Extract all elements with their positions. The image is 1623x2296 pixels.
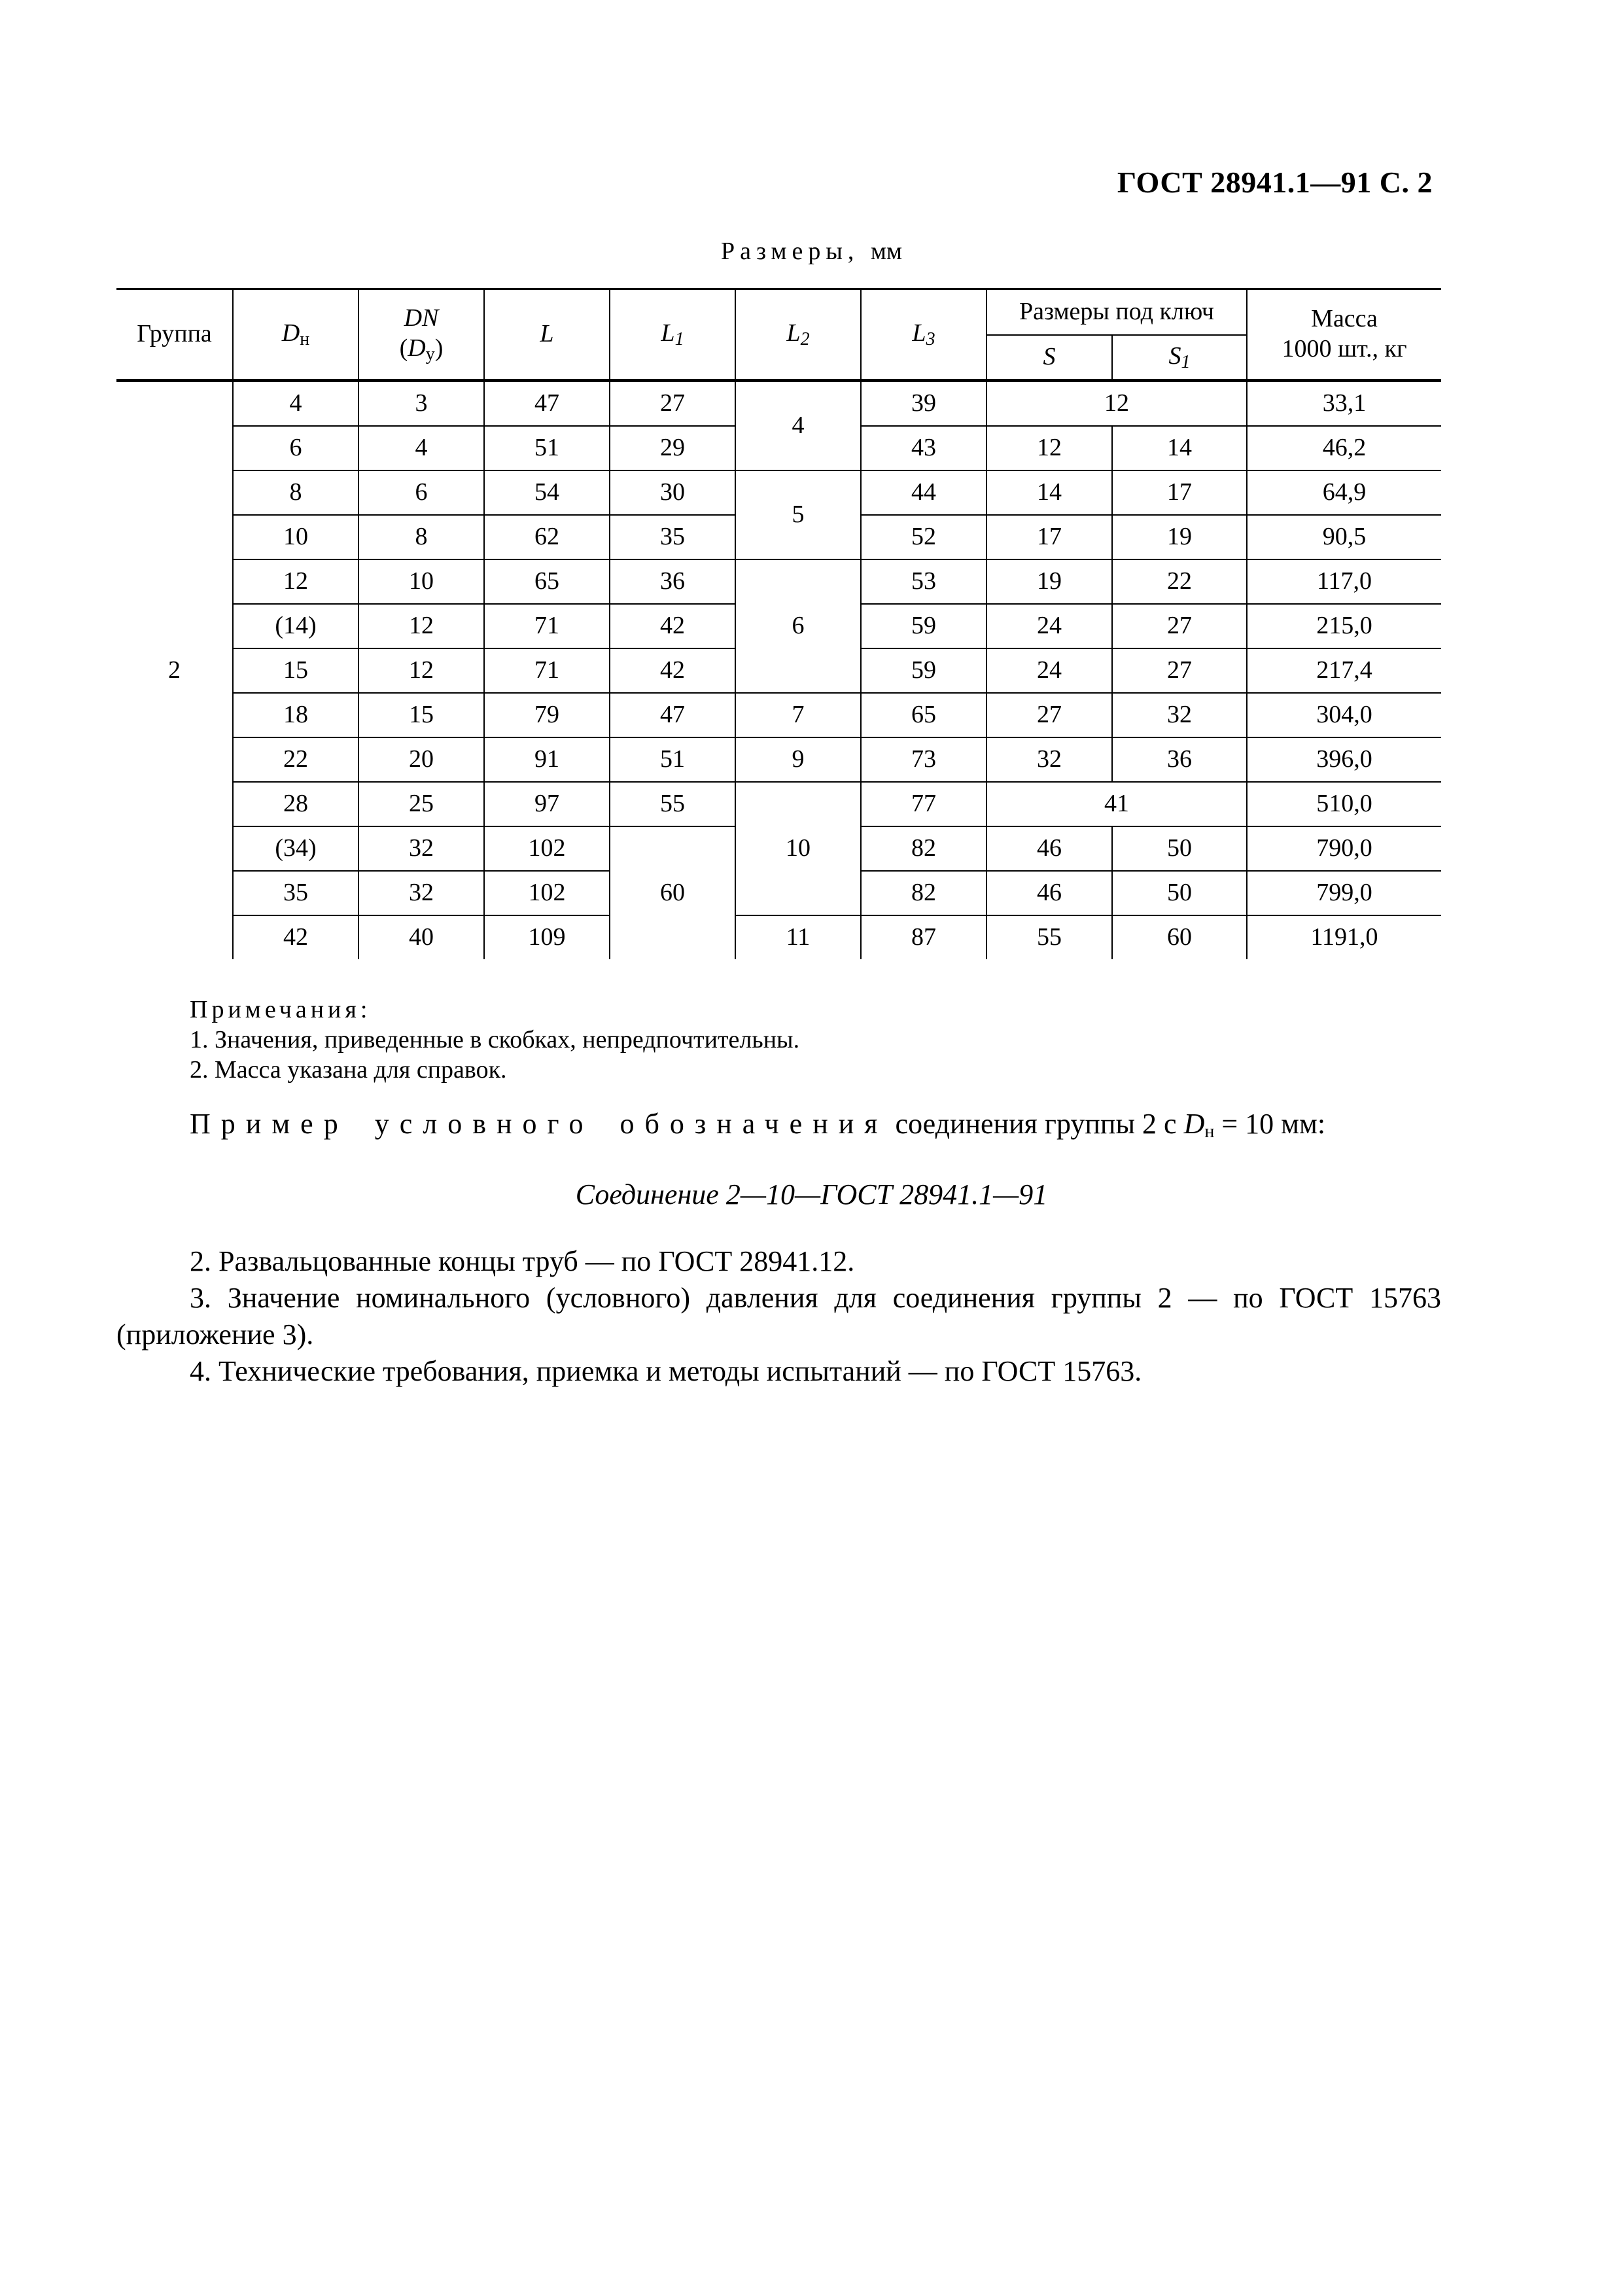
- header-wrench-sizes: Размеры под ключ: [986, 289, 1247, 336]
- cell-group: 2: [116, 381, 233, 960]
- cell-mass: 46,2: [1247, 426, 1441, 470]
- header-l1: L1: [610, 289, 735, 381]
- cell-l3: 53: [861, 559, 986, 604]
- caption-text: Размеры,: [720, 238, 860, 265]
- cell-l: 97: [484, 782, 610, 826]
- cell-mass: 790,0: [1247, 826, 1441, 871]
- cell-dn: 42: [233, 915, 358, 959]
- cell-dy: 8: [358, 515, 484, 559]
- notes-block: [190, 995, 799, 1085]
- designation-example: [190, 1107, 1325, 1142]
- cell-l: 102: [484, 871, 610, 915]
- cell-mass: 215,0: [1247, 604, 1441, 648]
- cell-dy: 15: [358, 693, 484, 737]
- cell-mass: 799,0: [1247, 871, 1441, 915]
- cell-s: 24: [986, 604, 1112, 648]
- header-l2: L2: [735, 289, 861, 381]
- example-symbol: D: [1183, 1108, 1205, 1140]
- cell-dy: 10: [358, 559, 484, 604]
- header-l: L: [484, 289, 610, 381]
- cell-s: 14: [986, 470, 1112, 515]
- cell-s: 41: [986, 782, 1247, 826]
- cell-l1: 35: [610, 515, 735, 559]
- cell-l: 102: [484, 826, 610, 871]
- table-row: [116, 470, 1441, 515]
- table-row: [116, 782, 1441, 826]
- cell-s: 55: [986, 915, 1112, 959]
- header-dn: $D_н$: [233, 289, 358, 381]
- cell-mass: 396,0: [1247, 737, 1441, 782]
- cell-dy: 4: [358, 426, 484, 470]
- cell-l: 71: [484, 648, 610, 693]
- cell-l3: 65: [861, 693, 986, 737]
- notes-title: Примечания:: [190, 996, 372, 1023]
- cell-s1: 50: [1112, 826, 1247, 871]
- cell-l1: 47: [610, 693, 735, 737]
- cell-l3: 44: [861, 470, 986, 515]
- cell-s1: 27: [1112, 604, 1247, 648]
- cell-l1: 30: [610, 470, 735, 515]
- dimensions-table: [116, 288, 1441, 959]
- cell-s1: 17: [1112, 470, 1247, 515]
- cell-dn: 8: [233, 470, 358, 515]
- cell-l: 91: [484, 737, 610, 782]
- cell-dn: 35: [233, 871, 358, 915]
- cell-l: 51: [484, 426, 610, 470]
- cell-dn: 10: [233, 515, 358, 559]
- cell-l1: 27: [610, 381, 735, 427]
- cell-s: 46: [986, 826, 1112, 871]
- cell-l3: 39: [861, 381, 986, 427]
- cell-l2: 7: [735, 693, 861, 737]
- cell-mass: 33,1: [1247, 381, 1441, 427]
- cell-l1: 51: [610, 737, 735, 782]
- cell-dn: 15: [233, 648, 358, 693]
- cell-s1: 50: [1112, 871, 1247, 915]
- example-text: соединения группы 2 с: [895, 1108, 1177, 1140]
- cell-dy: 40: [358, 915, 484, 959]
- cell-dy: 3: [358, 381, 484, 427]
- cell-mass: 304,0: [1247, 693, 1441, 737]
- cell-dn: 18: [233, 693, 358, 737]
- cell-dy: 12: [358, 604, 484, 648]
- cell-mass: 117,0: [1247, 559, 1441, 604]
- cell-s: 19: [986, 559, 1112, 604]
- table-row: [116, 915, 1441, 959]
- header-dy: DN $(D_у)$: [358, 289, 484, 381]
- cell-dn: 12: [233, 559, 358, 604]
- cell-l3: 87: [861, 915, 986, 959]
- cell-l3: 59: [861, 648, 986, 693]
- cell-s1: 60: [1112, 915, 1247, 959]
- cell-dy: 12: [358, 648, 484, 693]
- cell-l: 54: [484, 470, 610, 515]
- cell-dy: 25: [358, 782, 484, 826]
- example-word: условного: [374, 1108, 594, 1140]
- cell-s1: 27: [1112, 648, 1247, 693]
- cell-l: 62: [484, 515, 610, 559]
- cell-mass: 1191,0: [1247, 915, 1441, 959]
- table-row: [116, 381, 1441, 427]
- cell-s: 12: [986, 381, 1247, 427]
- cell-s1: 22: [1112, 559, 1247, 604]
- header-s1: S1: [1112, 335, 1247, 381]
- cell-l: 65: [484, 559, 610, 604]
- cell-dn: 22: [233, 737, 358, 782]
- cell-l2: 11: [735, 915, 861, 959]
- cell-l1: 42: [610, 604, 735, 648]
- cell-l2: 10: [735, 782, 861, 915]
- list-item: 2. Развальцованные концы труб — по ГОСТ 28941.12.: [190, 1245, 855, 1277]
- cell-dy: 20: [358, 737, 484, 782]
- cell-s1: 36: [1112, 737, 1247, 782]
- cell-l1: 55: [610, 782, 735, 826]
- table-row: [116, 693, 1441, 737]
- cell-mass: 90,5: [1247, 515, 1441, 559]
- cell-mass: 510,0: [1247, 782, 1441, 826]
- cell-dn: (34): [233, 826, 358, 871]
- table-row: [116, 559, 1441, 604]
- table-caption: [0, 237, 1623, 266]
- cell-l3: 73: [861, 737, 986, 782]
- cell-l1: 29: [610, 426, 735, 470]
- header-mass: Масса 1000 шт., кг: [1247, 289, 1441, 381]
- cell-s: 17: [986, 515, 1112, 559]
- cell-mass: 217,4: [1247, 648, 1441, 693]
- cell-l: 79: [484, 693, 610, 737]
- cell-s: 12: [986, 426, 1112, 470]
- note-item: 1. Значения, приведенные в скобках, непредпочтительны.: [190, 1026, 800, 1053]
- cell-l2: 5: [735, 470, 861, 559]
- cell-l3: 43: [861, 426, 986, 470]
- cell-l1: 36: [610, 559, 735, 604]
- cell-l2: 4: [735, 381, 861, 471]
- cell-l3: 59: [861, 604, 986, 648]
- example-word: Пример: [190, 1108, 349, 1140]
- cell-l2: 9: [735, 737, 861, 782]
- cell-l: 109: [484, 915, 610, 959]
- designation-text: Соединение 2—10—ГОСТ 28941.1—91: [575, 1178, 1048, 1210]
- cell-dn: 28: [233, 782, 358, 826]
- note-item: 2. Масса указана для справок.: [190, 1056, 507, 1084]
- cell-s: 27: [986, 693, 1112, 737]
- cell-s1: 19: [1112, 515, 1247, 559]
- cell-dy: 32: [358, 826, 484, 871]
- cell-dn: 4: [233, 381, 358, 427]
- header-group: Группа: [116, 289, 233, 381]
- cell-mass: 64,9: [1247, 470, 1441, 515]
- cell-l1: 42: [610, 648, 735, 693]
- example-tail: = 10 мм:: [1221, 1108, 1326, 1140]
- cell-l2: 6: [735, 559, 861, 693]
- cell-s1: 14: [1112, 426, 1247, 470]
- cell-l1: 60: [610, 826, 735, 959]
- cell-l3: 82: [861, 871, 986, 915]
- cell-s: 24: [986, 648, 1112, 693]
- cell-s: 32: [986, 737, 1112, 782]
- table-row: [116, 737, 1441, 782]
- document-header: ГОСТ 28941.1—91 С. 2: [1117, 166, 1433, 199]
- example-word: обозначения: [620, 1108, 888, 1140]
- cell-s1: 32: [1112, 693, 1247, 737]
- cell-l: 71: [484, 604, 610, 648]
- list-item: 4. Технические требования, приемка и методы испытаний — по ГОСТ 15763.: [190, 1355, 1142, 1387]
- example-symbol-sub: н: [1204, 1122, 1215, 1142]
- cell-dn: (14): [233, 604, 358, 648]
- header-l3: L3: [861, 289, 986, 381]
- requirements-list: [116, 1243, 1441, 1390]
- cell-l: 47: [484, 381, 610, 427]
- caption-unit: мм: [870, 238, 902, 265]
- list-item: 3. Значение номинального (условного) давления для соединения группы 2 — по ГОСТ 15763 (приложение 3).: [116, 1282, 1441, 1351]
- cell-l3: 77: [861, 782, 986, 826]
- cell-dy: 6: [358, 470, 484, 515]
- cell-dy: 32: [358, 871, 484, 915]
- cell-l3: 52: [861, 515, 986, 559]
- cell-l3: 82: [861, 826, 986, 871]
- cell-s: 46: [986, 871, 1112, 915]
- cell-dn: 6: [233, 426, 358, 470]
- header-s: S: [986, 335, 1112, 381]
